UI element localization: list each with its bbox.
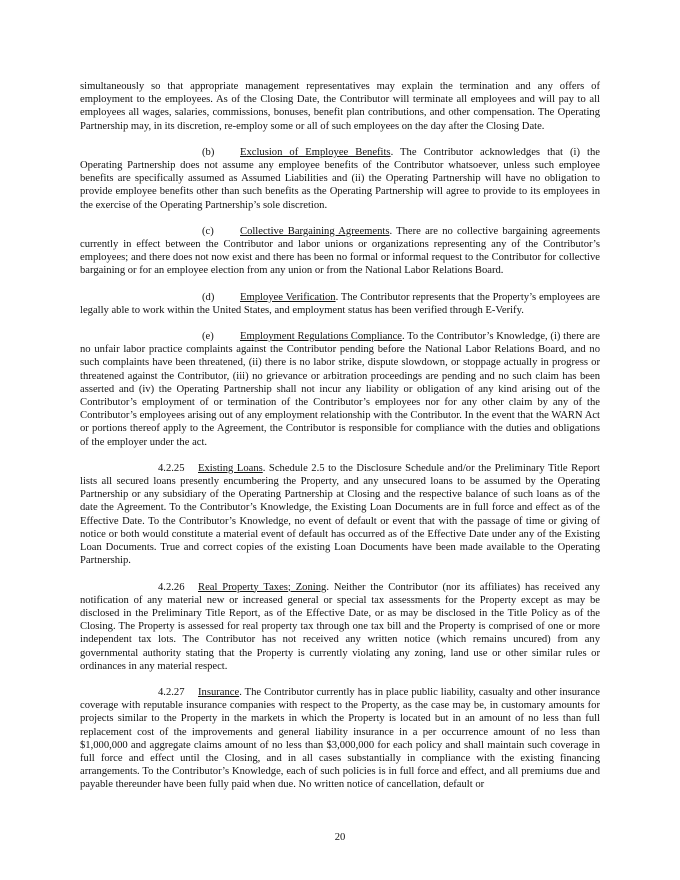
section-4-2-27-insurance	[80, 686, 600, 792]
section-number: 4.2.26	[158, 581, 185, 593]
section-heading: Insurance	[198, 686, 240, 698]
section-heading: Real Property Taxes; Zoning	[198, 581, 327, 593]
paragraph-text: . Neither the Contributor (nor its affiliates) has received any notification of any material new or increased general or special tax assessments for the Property except as may be disclosed in the Preliminary Title Report, as of the Effective Date, or as may be disclosed in the Title Policy as of the Closing. The Property is assessed for real property tax through one tax bill and the Property is comprised of one or more independent tax lots. The Contributor has not received any written notice (which remains uncured) from any governmental authority stating that the Property is currently violating any zoning, land use or other similar rules or ordinances in any material respect.	[80, 581, 600, 672]
section-4-2-25-existing-loans	[80, 462, 600, 568]
paragraph-continuation	[80, 80, 600, 133]
subsection-heading: Collective Bargaining Agreements	[240, 225, 390, 237]
section-number: 4.2.25	[158, 462, 185, 474]
paragraph-text: . Schedule 2.5 to the Disclosure Schedule and/or the Preliminary Title Report lists all secured loans presently encumbering the Property, and any unsecured loans to be assumed by the Operating Partnership or any subsidiary of the Operating Partnership at Closing and the respective balance of such loans as of the date the Agreement. To the Contributor’s Knowledge, the Existing Loan Documents are in full force and effect as of the Effective Date. To the Contributor’s Knowledge, no event of default or event that with the passage of time or giving of notice or both would constitute a material event of default has occurred as of the Effective Date under any of the Existing Loan Documents. True and correct copies of the existing Loan Documents have been made available to the Operating Partnership.	[80, 462, 600, 567]
paragraph-c-collective-bargaining	[80, 225, 600, 278]
subsection-label: (b)	[202, 146, 215, 158]
section-heading: Existing Loans	[198, 462, 263, 474]
paragraph-text: . The Contributor represents that the Property’s employees are legally able to work within the United States, and employment status has been verified through E-Verify.	[80, 291, 600, 316]
paragraph-text: . To the Contributor’s Knowledge, (i) there are no unfair labor practice complaints against the Contributor pending before the National Labor Relations Board, and no such complaints have been threatened, (ii) there is no labor strike, dispute slowdown, or stoppage actually in progress or threatened against the Contributor, (iii) no grievance or arbitration proceedings are pending and no such claim has been asserted and (iv) the Operating Partnership shall not incur any liability or obligation of any kind arising out of the Contributor’s employment of or termination of the Contributor’s employees nor for any other claim by any of the Contributor’s employees arising out of any employment relationship with the Contributor. In the event that the WARN Act or portions thereof apply to the Agreement, the Contributor is responsible for compliance with the duties and obligations of the employer under the act.	[80, 331, 600, 448]
subsection-heading: Employee Verification	[240, 291, 336, 303]
subsection-label: (d)	[202, 291, 215, 303]
subsection-heading: Employment Regulations Compliance	[240, 331, 402, 343]
paragraph-text: . There are no collective bargaining agreements currently in effect between the Contributor and labor unions or organizations representing any of the Contributor’s employees; and there does not now exist and there has been no formal or informal request to the Contributor for collective bargaining or for an employee election from any union or from the National Labor Relations Board.	[80, 225, 600, 277]
section-number: 4.2.27	[158, 686, 185, 698]
paragraph-text: simultaneously so that appropriate management representatives may explain the termination and any offers of employment to the employees. As of the Closing Date, the Contributor will terminate all employees and will pay to all employees all wages, salaries, commissions, bonuses, benefit plan contributions, and other compensation. The Operating Partnership may, in its discretion, re-employ some or all of such employees on the day after the Closing Date.	[80, 81, 600, 132]
paragraph-b-exclusion-of-employee-benefits	[80, 146, 600, 212]
paragraph-d-employee-verification	[80, 291, 600, 317]
paragraph-text: . The Contributor acknowledges that (i) the Operating Partnership does not assume any employee benefits of the Contributor whatsoever, unless such employee benefits are specifically assumed as Assumed Liabilities and (ii) the Operating Partnership will have no obligation to provide employee benefits other than such benefits as the Operating Partnership will agree to provide to its employees in the exercise of the Operating Partnership’s sole discretion.	[80, 146, 600, 211]
paragraph-text: . The Contributor currently has in place public liability, casualty and other insurance coverage with reputable insurance companies with respect to the Property, as the case may be, in customary amounts for projects similar to the Property in the markets in which the Property is located but in an amount of no less than full replacement cost of the improvements and general liability insurance in a per occurrence amount of no less than $1,000,000 and aggregate claims amount of no less than $3,000,000 for each policy and shall maintain such coverage in full force and effect until the Closing, and in all cases substantially in compliance with the existing financing arrangements. To the Contributor’s Knowledge, each of such policies is in full force and effect, and all premiums due and payable thereunder have been fully paid when due. No written notice of cancellation, default or	[80, 686, 600, 791]
page-number: 20	[334, 832, 346, 843]
subsection-label: (c)	[202, 225, 214, 237]
subsection-heading: Exclusion of Employee Benefits	[240, 146, 391, 158]
subsection-label: (e)	[202, 331, 214, 343]
section-4-2-26-real-property-taxes	[80, 581, 600, 673]
paragraph-e-employment-regulations	[80, 330, 600, 449]
